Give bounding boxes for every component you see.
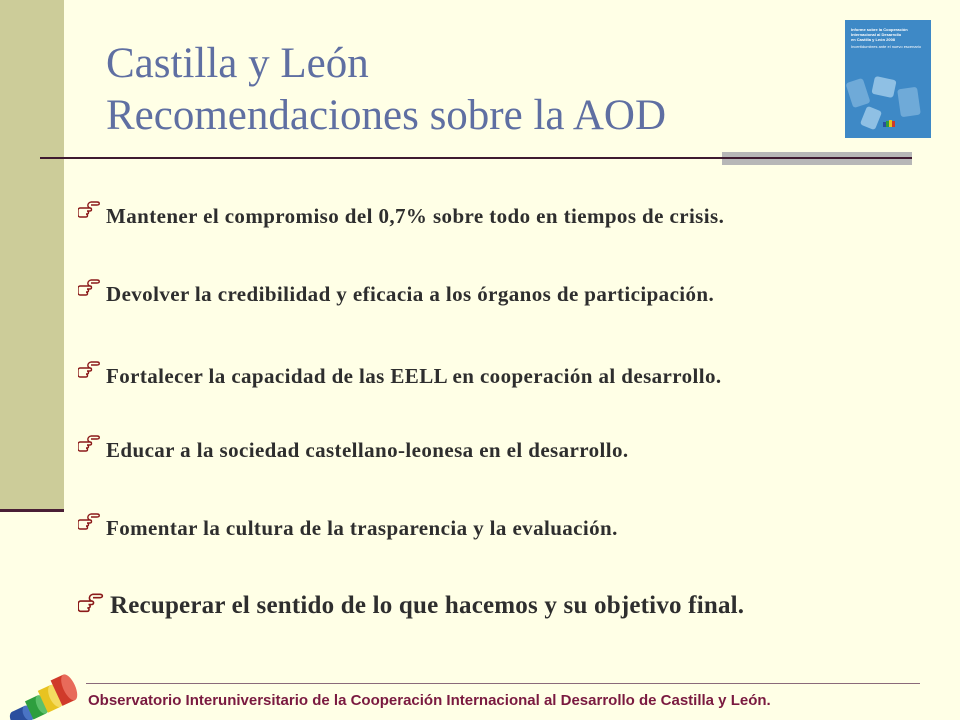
left-decorative-bar — [0, 0, 64, 510]
bullet-text: Devolver la credibilidad y eficacia a los órganos de participación. — [106, 282, 715, 306]
bullet-text: Fomentar la cultura de la trasparencia y la evaluación. — [106, 516, 618, 540]
hand-pointing-icon — [78, 592, 108, 617]
title-line-1: Castilla y León — [106, 40, 369, 87]
cover-logo-icon — [883, 120, 897, 128]
footer-rule — [86, 683, 920, 684]
hand-pointing-icon — [78, 512, 104, 534]
bullet-text: Educar a la sociedad castellano-leonesa en el desarrollo. — [106, 438, 629, 462]
footer-text: Observatorio Interuniversitario de la Cooperación Internacional al Desarrollo de Castilla y León. — [88, 692, 771, 709]
slide-title — [106, 38, 806, 142]
observatory-logo-icon — [0, 672, 84, 720]
cover-cylinder — [860, 106, 882, 131]
hand-pointing-icon — [78, 278, 104, 300]
report-cover-title — [851, 27, 925, 49]
report-cover-title-line-2: Internacional al Desarrollo — [851, 32, 902, 37]
bullet-text: Recuperar el sentido de lo que hacemos y su objetivo final. — [110, 592, 745, 619]
hand-pointing-icon — [78, 200, 104, 222]
bullet-text: Mantener el compromiso del 0,7% sobre todo en tiempos de crisis. — [106, 204, 725, 228]
report-cover-title-line-3: en Castilla y León 2008 — [851, 37, 896, 42]
cover-cylinder — [897, 87, 921, 118]
report-cover-title-line-1: Informe sobre la Cooperación — [851, 27, 908, 32]
bullet-text: Fortalecer la capacidad de las EELL en cooperación al desarrollo. — [106, 364, 722, 388]
hand-pointing-icon — [78, 360, 104, 382]
report-cover-subtitle: Incertidumbres ante el nuevo escenario — [851, 44, 922, 49]
hand-pointing-icon — [78, 434, 104, 456]
left-bar-underline — [0, 509, 64, 512]
title-rule — [40, 157, 912, 159]
cover-cylinder — [871, 76, 896, 98]
cover-cylinder — [845, 78, 870, 108]
title-line-2: Recomendaciones sobre la AOD — [106, 92, 667, 139]
report-cover-image — [845, 20, 931, 138]
